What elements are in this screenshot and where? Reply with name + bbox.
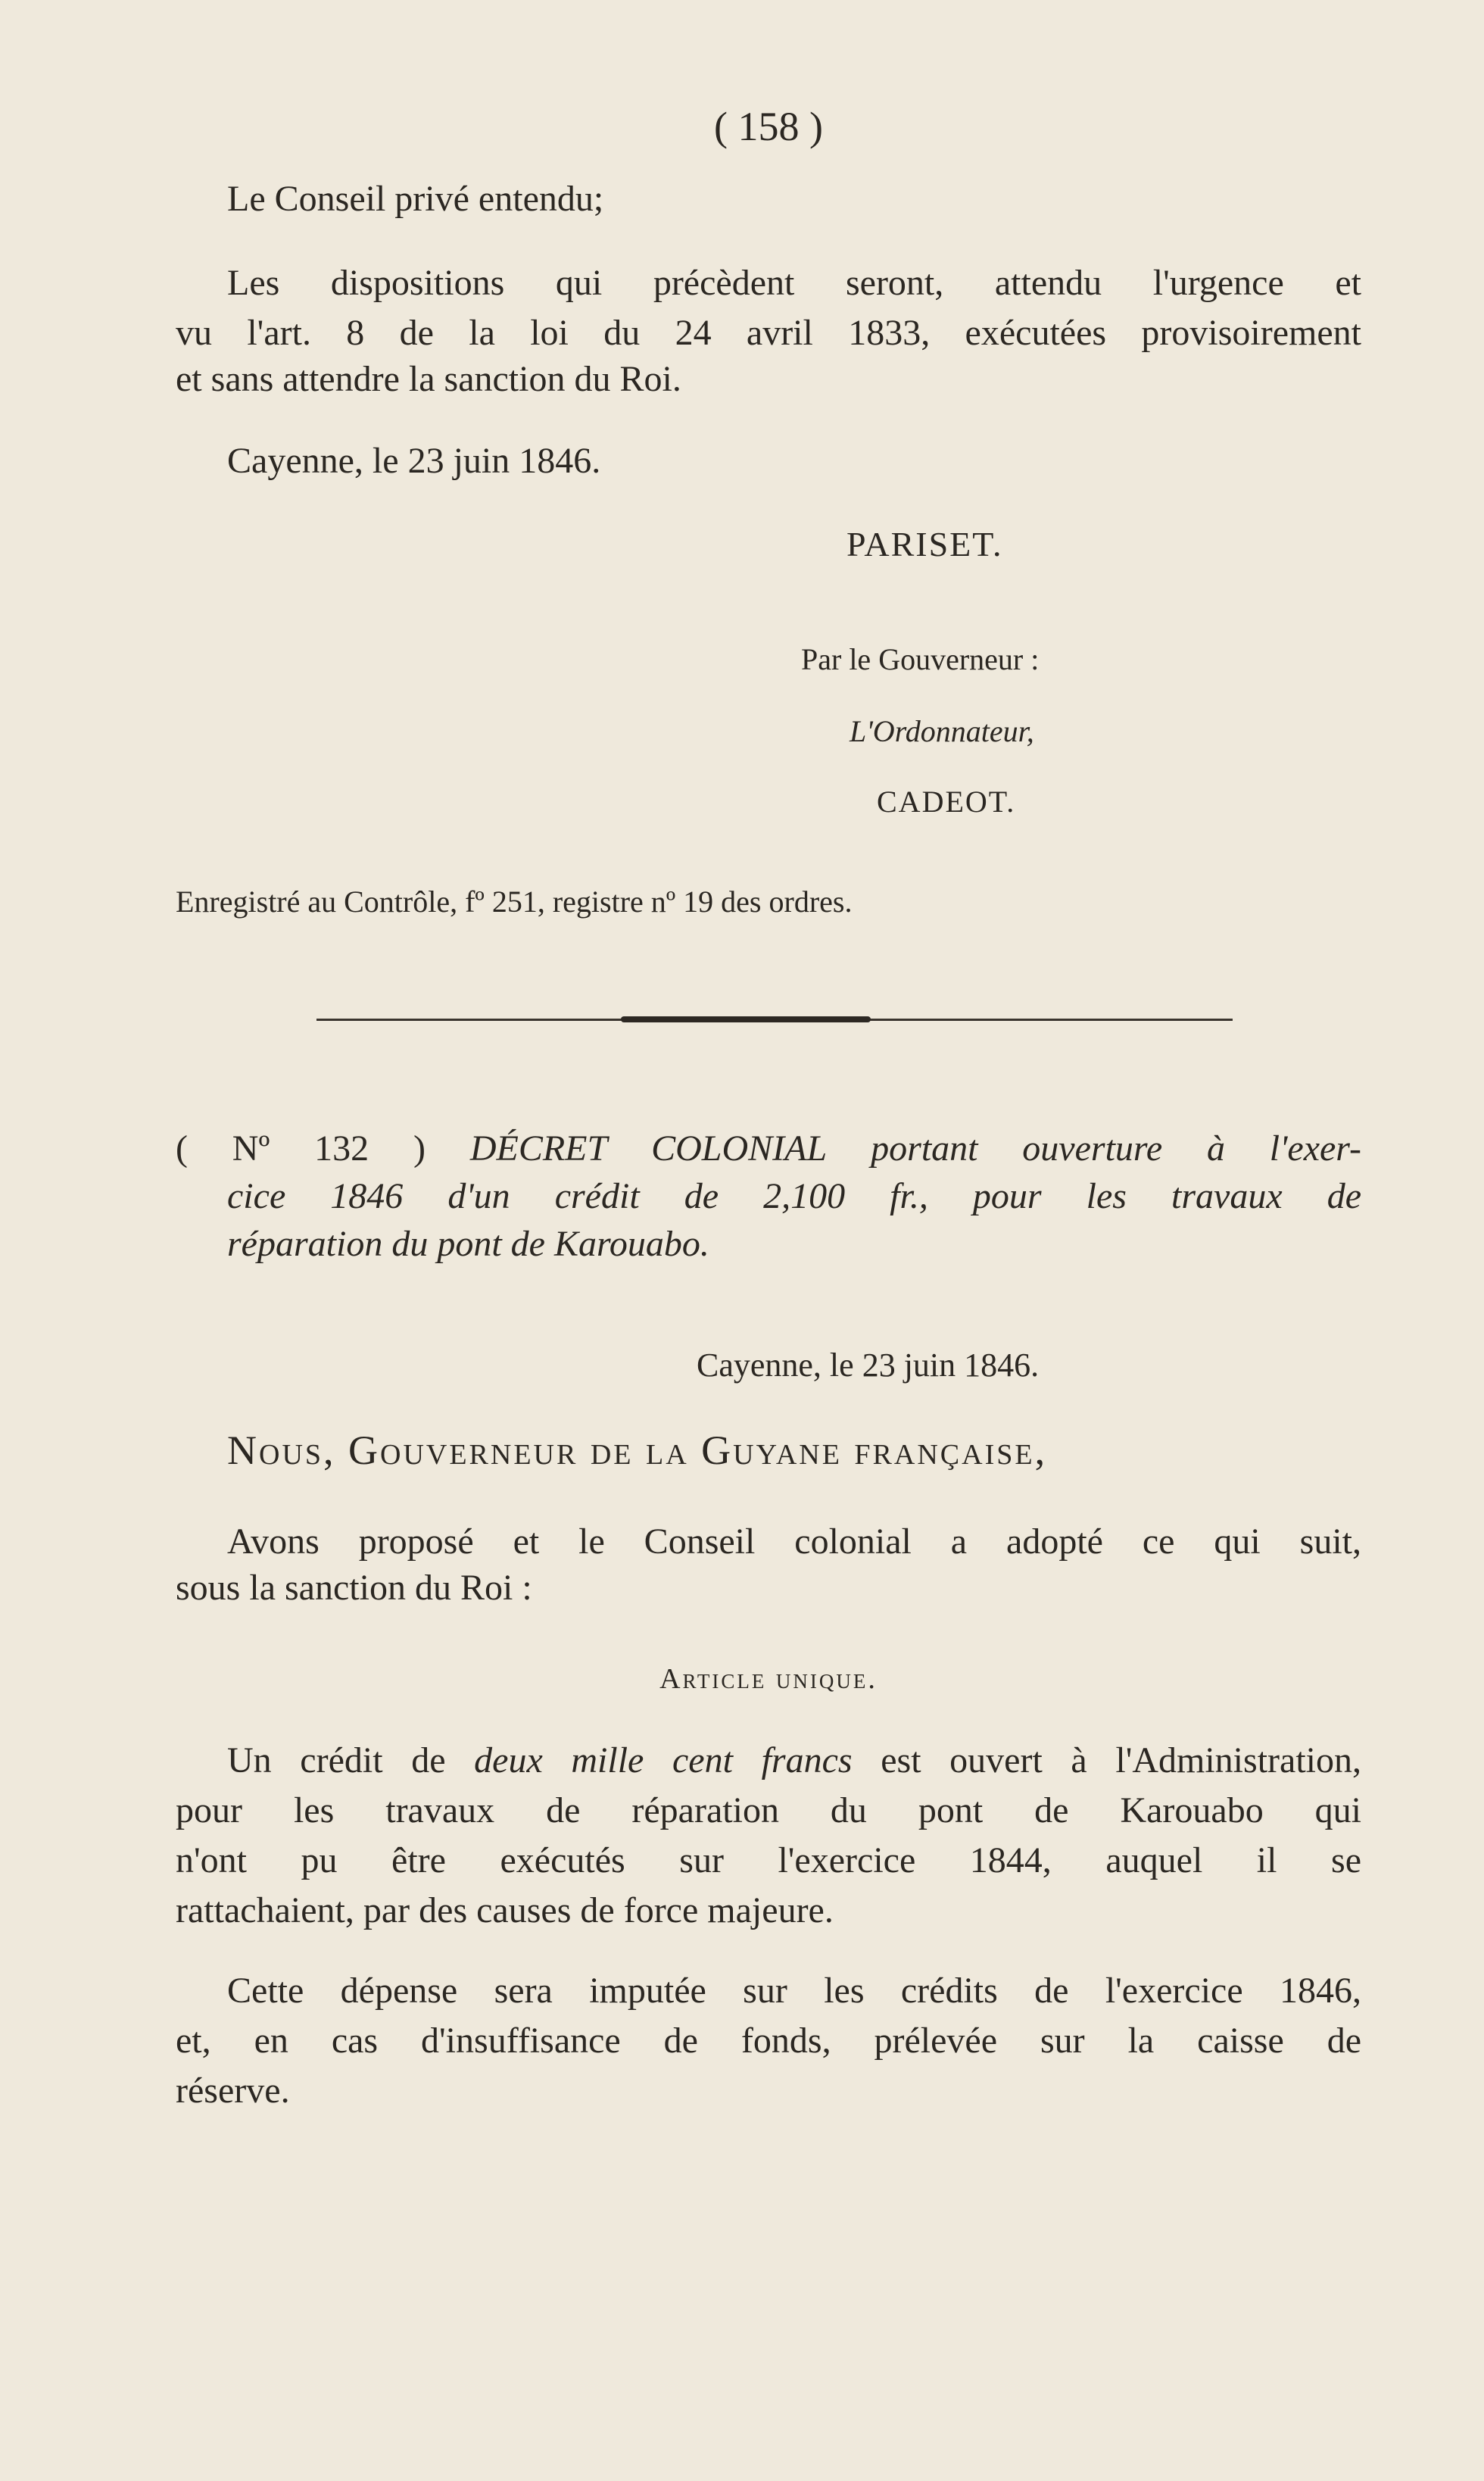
ordonnateur-label: L'Ordonnateur, — [850, 714, 1034, 748]
decret-date: Cayenne, le 23 juin 1846. — [697, 1347, 1040, 1384]
decret-heading-line-2: cice 1846 d'un crédit de 2,100 fr., pour les travaux de — [227, 1176, 1361, 1216]
page-number: ( 158 ) — [714, 104, 823, 149]
credit-line-4: rattachaient, par des causes de force majeure. — [176, 1890, 834, 1930]
avons-line-2: sous la sanction du Roi : — [176, 1568, 532, 1608]
decret-title: DÉCRET COLONIAL portant ouverture à l'exer- — [469, 1128, 1362, 1169]
credit-line-1 — [227, 1739, 1361, 1783]
enregistre-note: Enregistré au Contrôle, fº 251, registre nº 19 des ordres. — [176, 885, 853, 919]
date-cayenne: Cayenne, le 23 juin 1846. — [227, 441, 601, 481]
signature-cadeot: CADEOT. — [877, 785, 1016, 819]
paragraph-conseil: Le Conseil privé entendu; — [227, 179, 604, 219]
section-divider-center — [621, 1016, 871, 1022]
nous-gouverneur: Nous, Gouverneur de la Guyane française, — [227, 1428, 1048, 1473]
decret-heading-line-3: réparation du pont de Karouabo. — [227, 1224, 709, 1264]
depense-line-2: et, en cas d'insuffisance de fonds, prélevée sur la caisse de — [176, 2021, 1361, 2061]
depense-line-3: réserve. — [176, 2071, 290, 2111]
signature-pariset: PARISET. — [846, 525, 1003, 563]
depense-line-1: Cette dépense sera imputée sur les crédits de l'exercice 1846, — [227, 1971, 1361, 2011]
dispositions-line-3: et sans attendre la sanction du Roi. — [176, 359, 681, 399]
dispositions-line-2: vu l'art. 8 de la loi du 24 avril 1833, exécutées provisoirement — [176, 313, 1361, 353]
credit-line-2: pour les travaux de réparation du pont de Karouabo qui — [176, 1790, 1361, 1830]
credit-after: est ouvert à l'Administration, — [852, 1740, 1361, 1780]
credit-line-3: n'ont pu être exécutés sur l'exercice 1844, auquel il se — [176, 1840, 1361, 1880]
avons-line-1: Avons proposé et le Conseil colonial a adopté ce qui suit, — [227, 1521, 1361, 1562]
credit-before: Un crédit de — [227, 1740, 475, 1780]
dispositions-line-1: Les dispositions qui précèdent seront, attendu l'urgence et — [227, 263, 1361, 303]
par-le-gouverneur: Par le Gouverneur : — [801, 642, 1040, 676]
decret-number: ( Nº 132 ) — [176, 1128, 470, 1169]
decret-heading-line-1 — [176, 1127, 1361, 1171]
article-unique-title: Article unique. — [659, 1663, 878, 1695]
credit-amount: deux mille cent francs — [474, 1740, 853, 1780]
